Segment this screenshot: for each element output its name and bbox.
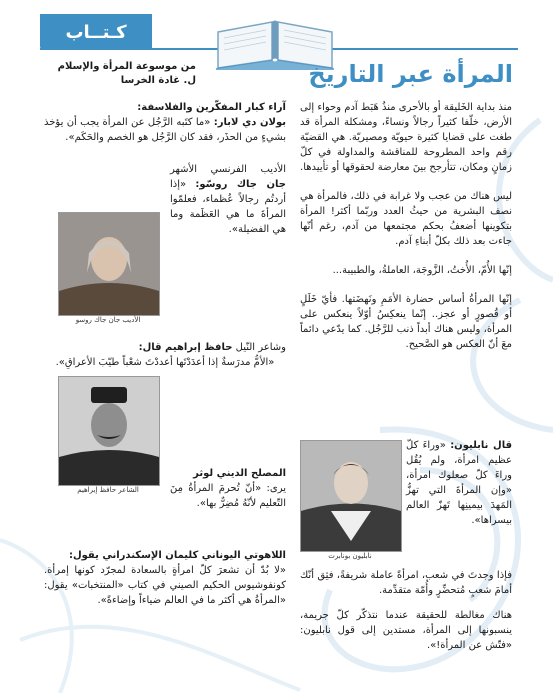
clement-quote: «لا بُدّ أن تشعرَ كلّ امرأةٍ بالسعادة لمجرّد كونها إمرأة. كونفوشيوس الحكيم الصيني في كتاب «المنتخبات» يقول: «المرأةُ هي أكثر ما في العالم ضياءاً وإضاءةً». bbox=[44, 565, 286, 606]
paragraph-intro: منذ بداية الخَليقة أو بالأحرى منذُ هَبَط آدم وحواء إلى الأرض، خلّفا كثيراً رجالاً ونساءً، ومشكلة المرأة قد طغت على قضايا كثيرة حيويّة ومصيريّة. هي القضيّة رقم واحد المطروحة للمناقشة والمداولة في كلّ زمانٍ ومكان، تتأرجح بينَ معارضة لحقوقها أو تأييدها. bbox=[300, 102, 512, 173]
opinions-heading: آراء كبار المفكّرين والفلاسفة: bbox=[137, 102, 286, 113]
hafez-block bbox=[44, 340, 286, 370]
left-column-top bbox=[44, 100, 286, 145]
clement-block bbox=[44, 548, 286, 608]
rousseau-intro: الأديب الفرنسي الأشهر bbox=[170, 164, 286, 175]
rousseau-portrait-image bbox=[59, 213, 159, 315]
right-column-lower bbox=[300, 568, 512, 653]
luther-block bbox=[170, 466, 286, 511]
paragraph-roles: إنّها الأُمّ، الأُختُ، الزَّوجَة، العاملةُ، والطبيبة... bbox=[332, 265, 512, 276]
napoleon-quote: «وراءَ كلّ عظيم امرأة، ولم يُقُل وراءَ كلّ صعلوك امرأة، «وإن المرأةَ التي تهزُّ المَهدَ بيمينِها تَهزّ العالم بيسراها». bbox=[406, 440, 512, 526]
right-column-upper bbox=[300, 100, 512, 352]
bolan-quote: «ما كتَبه الرَّجُل عن المرأة يجب أن يؤخذ بشيءٍ من الحذَر، فقد كان الرَّجُل هو الخصم والحَكَم». bbox=[44, 117, 286, 143]
source-attribution bbox=[44, 60, 196, 88]
hafez-quote: «الأمُّ مدرَسةٌ إذا أعدَدْتَها أعددْتَ شعْباً طيّبَ الأعراقِ». bbox=[55, 357, 275, 368]
hafez-caption: الشاعر حافظ إبراهيم bbox=[77, 486, 139, 494]
luther-name: المصلح الديني لوثر bbox=[193, 468, 286, 479]
luther-quote: يرى: «أنّ تُحرمَ المرأةُ مِنَ التّعليم لأنّهُ مُضِرٌّ بها». bbox=[170, 483, 286, 509]
section-tab bbox=[40, 14, 152, 50]
author-name: ل. غادة الخرسا bbox=[120, 75, 196, 86]
book-title: من موسوعة المرأة والإسلام bbox=[57, 61, 196, 72]
rousseau-name: جان جاك روسّو: bbox=[195, 179, 286, 190]
hafez-portrait-image bbox=[59, 377, 159, 485]
paragraph-half-humanity: ليس هناك من عجب ولا غرابة في ذلك، فالمرأة هي نصف البشرية من حيثُ العدد وربّما أكثر! المرأة بتكوينها أضعفُ بحكم مجتمعها من آدم، رغم أنّها جاءت بعد ذلك بكلّ أبناءِ آدم. bbox=[300, 191, 512, 247]
rousseau-quote: «إذا أردتُم رجالاً عُظماء، فعلمّوا المرأةَ ما هي العَظَمة وما هي الفضيلة». bbox=[170, 179, 286, 235]
paragraph-civilization: إنّها المرأةُ أساس حضارة الأمَمِ ونَهضَتها. فأيّ خَلَلٍ أو قُصورٍ أو عجز.. إنّما ينعكِسُ أوّلاً ينعكس على المرأة، وليس هناك أبداً ذنب للرَّجُل. كما يدّعي دائماً معَ أنّ العكس هو الصَّحيح. bbox=[300, 294, 512, 350]
hafez-portrait bbox=[58, 376, 160, 486]
section-tab-label: كـتــاب bbox=[65, 21, 127, 43]
article-title: المرأة عبر التاريخ bbox=[308, 60, 513, 88]
hafez-name: حافظ إبراهيم قال: bbox=[138, 342, 233, 353]
bolan-name: بولان دي لابار: bbox=[213, 117, 286, 128]
rousseau-portrait bbox=[58, 212, 160, 316]
paragraph-working-woman: فإذا وجدتَ في شعب، امرأةً عاملة شريفةً، فثِق أنّك أمامَ شعبٍ مُتحضِّرٍ وأُمّة متقدِّمة. bbox=[300, 570, 512, 596]
napoleon-quote-block bbox=[406, 438, 512, 528]
napoleon-label: قال نابليون: bbox=[450, 440, 512, 451]
napoleon-portrait bbox=[300, 440, 402, 552]
paragraph-cherchez-la-femme: هناك مغالطة للحقيقة عندما نتذكّر كلّ جريمة، ينسبونها إلى المرأة، مستدين إلى قول نابليون: «فتّش عن المرأة!». bbox=[300, 610, 512, 651]
napoleon-caption: نابليون بونابرت bbox=[328, 552, 372, 560]
hafez-intro: وشاعر النّيل bbox=[235, 342, 286, 353]
rousseau-block bbox=[170, 162, 286, 237]
clement-name: اللاهوتي اليوناني كليمان الإسكندراني يقول: bbox=[68, 550, 286, 561]
napoleon-portrait-image bbox=[301, 441, 401, 551]
rousseau-caption: الأديب جان جاك روسو bbox=[75, 316, 141, 324]
